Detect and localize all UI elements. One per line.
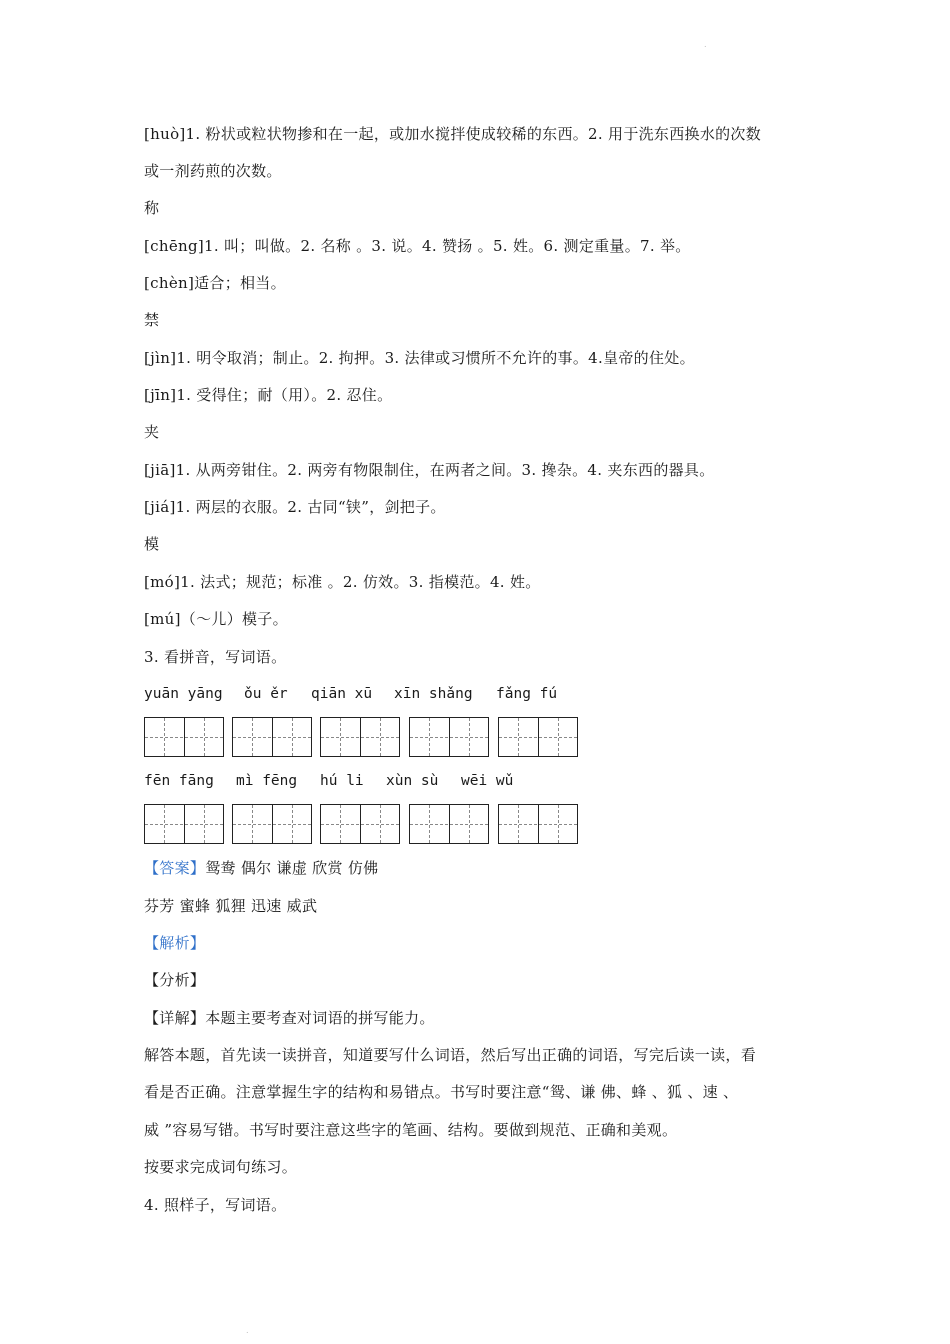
- analysis-tag: 【解析】: [144, 934, 206, 952]
- writing-box[interactable]: [409, 804, 489, 844]
- instruction-line: 按要求完成词句练习。: [144, 1158, 298, 1176]
- writing-box[interactable]: [144, 804, 224, 844]
- answer-words: 鸳鸯 偶尔 谦虚 欣赏 仿佛: [205, 859, 379, 877]
- text-line: [chèn]适合；相当。: [144, 274, 286, 292]
- question-title: 4. 照样子，写词语。: [144, 1196, 287, 1214]
- answer-line: 芬芳 蜜蜂 狐狸 迅速 威武: [144, 897, 318, 915]
- pinyin-row: [144, 684, 824, 704]
- writing-box[interactable]: [409, 717, 489, 757]
- pinyin: fǎng fú: [496, 686, 558, 702]
- writing-grid-row: [144, 804, 824, 845]
- text-line: [huò]1. 粉状或粒状物掺和在一起，或加水搅拌使成较稀的东西。2. 用于洗东西换水的次数: [144, 125, 762, 143]
- para-line: 威 ”容易写错。书写时要注意这些字的笔画、结构。要做到规范、正确和美观。: [144, 1121, 678, 1139]
- pinyin: fēn fāng: [144, 773, 214, 789]
- writing-box[interactable]: [498, 717, 578, 757]
- pinyin: xùn sù: [386, 773, 439, 789]
- text-line: [mó]1. 法式；规范；标准 。2. 仿效。3. 指模范。4. 姓。: [144, 573, 541, 591]
- text-line: [jīn]1. 受得住；耐（用）。2. 忍住。: [144, 386, 393, 404]
- pinyin: yuān yāng: [144, 686, 223, 702]
- pinyin: mì fēng: [236, 773, 298, 789]
- writing-grid-row: [144, 717, 824, 758]
- detail-line: 【详解】本题主要考查对词语的拼写能力。: [144, 1009, 435, 1027]
- char-heading: 夹: [144, 423, 160, 441]
- writing-box[interactable]: [498, 804, 578, 844]
- pinyin: xīn shǎng: [394, 686, 473, 702]
- text-line: [jìn]1. 明令取消；制止。2. 拘押。3. 法律或习惯所不允许的事。4.皇帝的住处。: [144, 349, 695, 367]
- writing-box[interactable]: [232, 717, 312, 757]
- char-heading: 称: [144, 199, 160, 217]
- text-line: [jiā]1. 从两旁钳住。2. 两旁有物限制住，在两者之间。3. 搀杂。4. 夹东西的器具。: [144, 461, 715, 479]
- para-line: 解答本题，首先读一读拼音，知道要写什么词语，然后写出正确的词语，写完后读一读，看: [144, 1046, 757, 1064]
- answer-line: [144, 858, 378, 878]
- fenxi-tag: 【分析】: [144, 971, 206, 989]
- text-line: 或一剂药煎的次数。: [144, 162, 282, 180]
- pinyin-row: [144, 771, 824, 791]
- answer-tag: 【答案】: [144, 859, 206, 877]
- text-line: [chēng]1. 叫；叫做。2. 名称 。3. 说。4. 赞扬 。5. 姓。6. 测定重量。7. 举。: [144, 237, 691, 255]
- writing-box[interactable]: [144, 717, 224, 757]
- question-title: 3. 看拼音，写词语。: [144, 648, 287, 666]
- writing-box[interactable]: [232, 804, 312, 844]
- writing-box[interactable]: [320, 717, 400, 757]
- bottom-dot: .: [246, 1326, 249, 1335]
- text-line: [mú]（～儿）模子。: [144, 610, 288, 628]
- pinyin: qiān xū: [311, 686, 373, 702]
- corner-dot: .: [704, 40, 707, 49]
- pinyin: hú li: [320, 773, 364, 789]
- char-heading: 禁: [144, 311, 160, 329]
- writing-box[interactable]: [320, 804, 400, 844]
- para-line: 看是否正确。注意掌握生字的结构和易错点。书写时要注意“鸳、谦 佛、蜂 、狐 、速 、: [144, 1083, 739, 1101]
- text-line: [jiá]1. 两层的衣服。2. 古同“铗”，剑把子。: [144, 498, 446, 516]
- char-heading: 模: [144, 535, 160, 553]
- pinyin: ǒu ěr: [244, 686, 288, 702]
- pinyin: wēi wǔ: [461, 773, 514, 789]
